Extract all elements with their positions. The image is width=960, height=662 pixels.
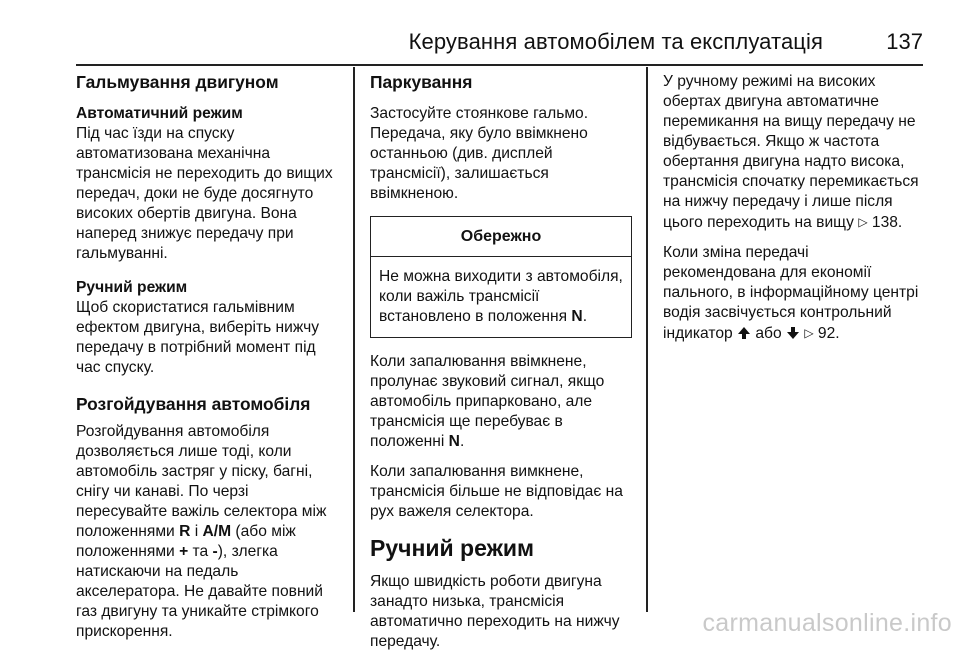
watermark: carmanualsonline.info (702, 609, 952, 637)
paragraph-ignition-on: Коли запалювання ввімкнене, пролунає звуковий сигнал, якщо автомобіль припарковано, але трансмісія ще перебуває в положенні N. (370, 353, 605, 450)
header-divider (76, 64, 923, 66)
column-1 (76, 72, 342, 652)
paragraph-manual-mode: Щоб скористатися гальмівним ефектом двигуна, виберіть нижчу передачу в потрібний момент під час спуску. (76, 299, 320, 376)
column-3 (663, 72, 925, 356)
warning-text: Не можна виходити з автомобіля, коли важіль трансмісії встановлено в положення N. (379, 268, 623, 325)
paragraph-manual-upshift: У ручному режимі на високих обертах двигуна автоматичне перемикання на вищу передачу не відбувається. Якщо ж частота обертання двигуна надто висока, трансмісія спочатку перемикається на нижчу передачу і лише після цього переходить на вищу ▷ 138. (663, 73, 919, 231)
page-reference-92[interactable]: 92 (817, 325, 836, 342)
shift-up-indicator-icon (737, 326, 751, 346)
page-reference-138[interactable]: 138 (871, 214, 898, 231)
paragraph-parking: Застосуйте стоянкове гальмо. Передача, яку було ввімкнено останньою (див. дисплей трансмісії), залишається ввімкненою. (370, 105, 589, 202)
section-heading-manual-mode: Ручний режим (370, 535, 535, 561)
paragraph-ignition-off: Коли запалювання вимкнене, трансмісія більше не відповідає на рух важеля селектора. (370, 463, 623, 520)
gear-r: R (179, 523, 191, 540)
column-2 (370, 72, 632, 662)
column-divider-1 (353, 67, 355, 612)
paragraph-shift-indicator: Коли зміна передачі рекомендована для економії пального, в інформаційному центрі водія засвічується контрольний індикатор або ▷ 92. (663, 243, 925, 346)
section-heading-rocking: Розгойдування автомобіля (76, 394, 311, 414)
paragraph-rocking: Розгойдування автомобіля дозволяється лише тоді, коли автомобіль застряг у піску, багні, снігу чи канаві. По черзі пересувайте важіль селектора між положеннями R і A/M (або між положеннями + та -), злегка натискаючи на педаль акселератора. Не давайте повний газ двигуну та уникайте стрімкого прискорення. (76, 423, 327, 640)
gear-am: A/M (202, 523, 232, 540)
paragraph-manual-downshift: Якщо швидкість роботи двигуна занадто низька, трансмісія автоматично переходить на нижчу передачу. (370, 573, 620, 650)
page-header (76, 23, 923, 67)
page-reference-icon: ▷ (858, 215, 868, 229)
column-divider-2 (646, 67, 648, 612)
warning-box (370, 216, 632, 338)
gear-minus: - (212, 543, 218, 560)
shift-down-indicator-icon (786, 326, 800, 346)
warning-title: Обережно (371, 217, 631, 257)
section-heading-parking: Паркування (370, 72, 473, 92)
page-number: 137 (886, 29, 923, 54)
subheading-manual-mode: Ручний режим (76, 279, 188, 296)
page-reference-icon: ▷ (804, 326, 814, 340)
page-header-title: Керування автомобілем та експлуатація (408, 29, 823, 54)
gear-plus: + (179, 543, 189, 560)
section-heading-engine-braking: Гальмування двигуном (76, 72, 279, 92)
paragraph-automatic-mode: Під час їзди на спуску автоматизована механічна трансмісія не переходить до вищих передач, доки не буде досягнуто високих обертів двигуна. Вона наперед знижує передачу при гальмуванні. (76, 125, 333, 262)
subheading-automatic-mode: Автоматичний режим (76, 105, 243, 122)
